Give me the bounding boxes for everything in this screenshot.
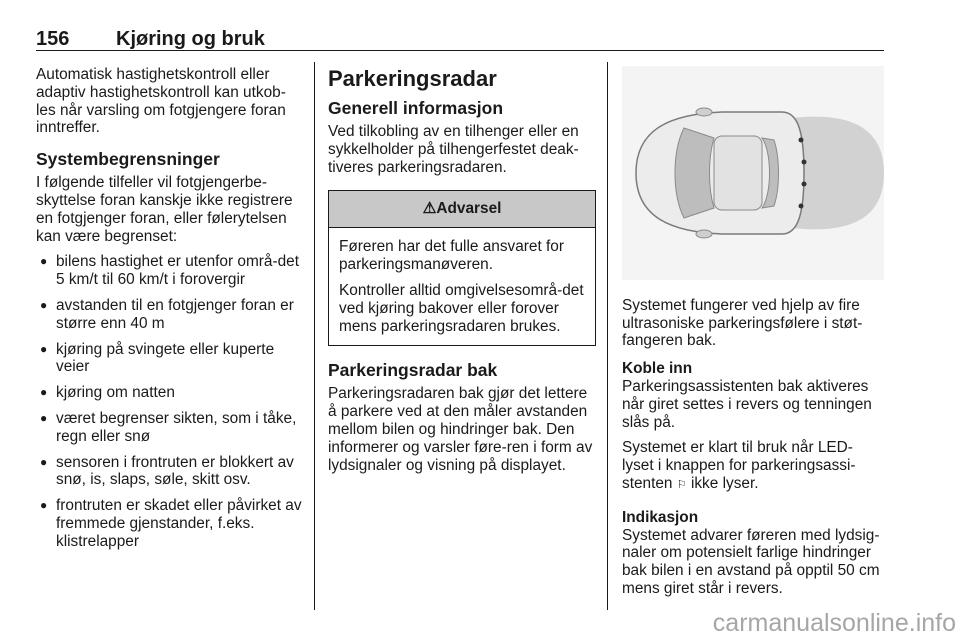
indication-paragraph: Systemet advarer føreren med lydsig-naler om potensielt farlige hindringer bak bilen i en avstand på opptil 50 cm mens giret står i revers. [622, 526, 880, 597]
enable-paragraph: Parkeringsassistenten bak aktiveres når giret settes i revers og tenningen slås på. [622, 377, 872, 431]
list-item: ● bilens hastighet er utenfor områ-det 5 km/t til 60 km/t i forovergir [36, 253, 304, 289]
figure-caption: Systemet fungerer ved hjelp av fire ultrasoniske parkeringsfølere i støt-fangeren bak. [622, 296, 863, 350]
general-info-paragraph: Ved tilkobling av en tilhenger eller en sykkelholder på tilhengerfestet deak-tiveres parkeringsradaren. [328, 123, 579, 176]
limitations-intro: I følgende tilfeller vil fotgjengerbe-skyttelse foran kanskje ikke registrere en fotgjenger foran, eller følerytelsen kan være begrenset: [36, 174, 293, 245]
subheading-enable: Koble inn [622, 360, 693, 378]
watermark: carmanualsonline.info [712, 609, 956, 637]
list-item: ● kjøring på svingete eller kuperte veier [36, 341, 304, 377]
subheading-general-info: Generell informasjon [328, 98, 504, 118]
warning-box [328, 190, 596, 346]
section-title-parking-radar: Parkeringsradar [328, 66, 497, 91]
list-item: ● frontruten er skadet eller påvirket av fremmede gjenstander, f.eks. klistrelapper [36, 497, 304, 550]
enable-status-text: Systemet er klart til bruk når LED-lyset i knappen for parkeringsassi-stenten [622, 439, 856, 492]
page-number: 156 [36, 28, 70, 50]
limitations-list [36, 253, 304, 550]
warning-heading: Advarsel [436, 200, 502, 218]
warning-header [329, 191, 595, 228]
list-item: ● været begrenser sikten, som i tåke, regn eller snø [36, 410, 304, 446]
subheading-indication: Indikasjon [622, 508, 699, 526]
chapter-title: Kjøring og bruk [116, 28, 265, 50]
column-divider [314, 62, 315, 610]
page-header [36, 28, 884, 51]
list-item: ● sensoren i frontruten er blokkert av snø, is, slaps, søle, skitt osv. [36, 454, 304, 490]
list-item: ● kjøring om natten [36, 384, 304, 402]
column-middle [328, 66, 596, 482]
parking-sensor-illustration [622, 66, 884, 280]
warning-triangle-icon: ⚠ [422, 200, 437, 218]
warning-paragraph: Føreren har det fulle ansvaret for parkeringsmanøveren. [339, 238, 564, 274]
rear-radar-paragraph: Parkeringsradaren bak gjør det lettere å parkere ved at den måler avstanden mellom bilen og hindringer bak. Den informerer og varsler føre-ren i form av lydsignaler og visning på displayet. [328, 385, 593, 474]
column-left [36, 66, 304, 559]
column-divider [607, 62, 608, 610]
warning-paragraph: Kontroller alltid omgivelsesområ-det ved kjøring bakover eller forover mens parkeringsradaren brukes. [339, 281, 584, 335]
intro-paragraph: Automatisk hastighetskontroll eller adaptiv hastighetskontroll kan utkob-les når varsling om fotgjengere foran inntreffer. [36, 66, 286, 137]
enable-status-paragraph [622, 439, 884, 494]
column-right [622, 66, 884, 606]
warning-body [329, 228, 595, 345]
subheading-rear-radar: Parkeringsradar bak [328, 360, 498, 381]
section-heading-limitations: Systembegrensninger [36, 149, 220, 170]
parking-assist-icon: ⚐ [676, 478, 687, 491]
list-item: ● avstanden til en fotgjenger foran er større enn 40 m [36, 297, 304, 333]
enable-status-text-end: ikke lyser. [690, 474, 759, 492]
